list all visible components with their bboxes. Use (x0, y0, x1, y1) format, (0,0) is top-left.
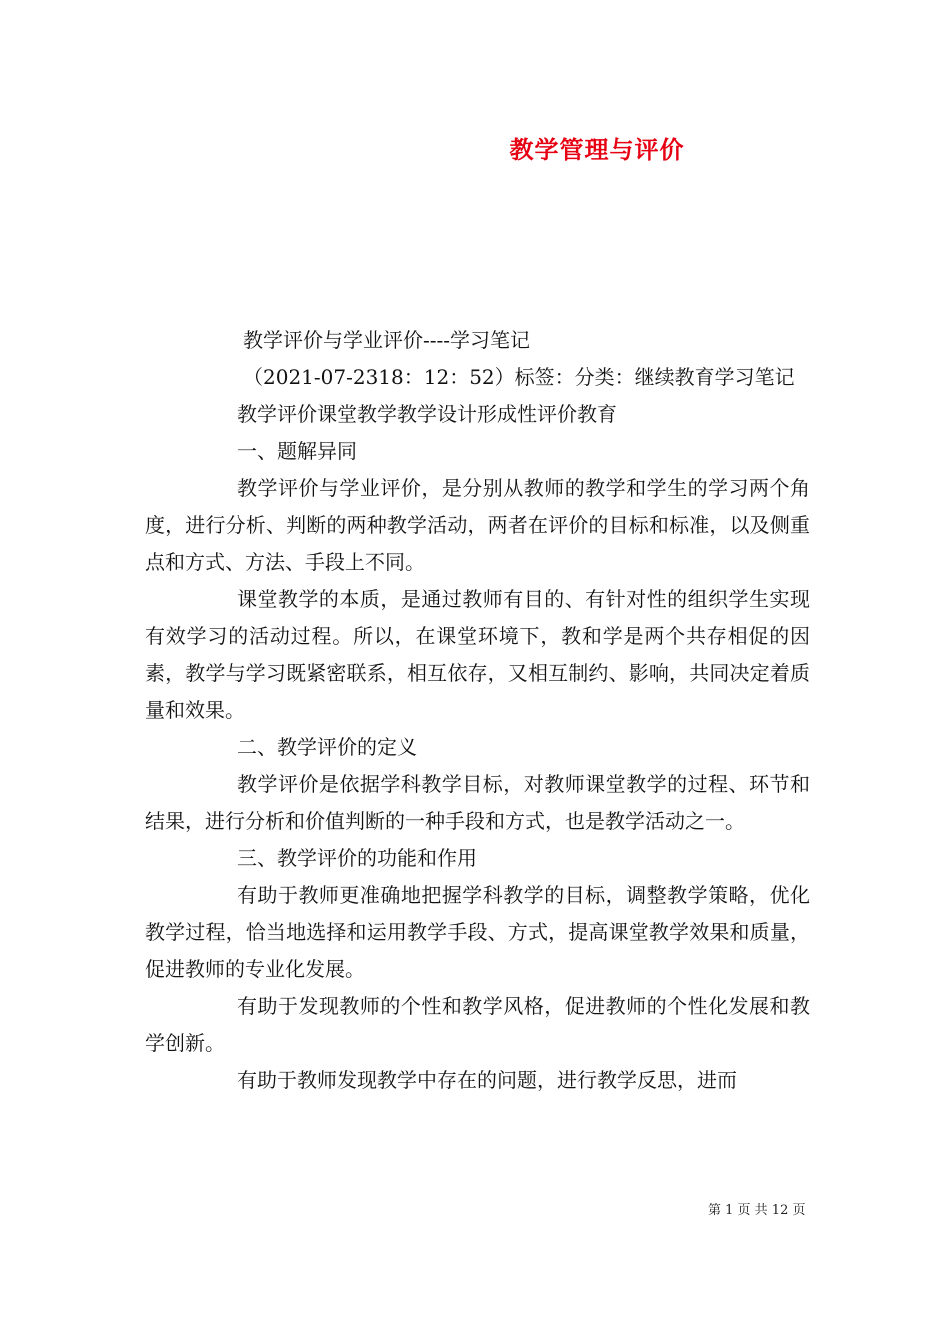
document-body (145, 322, 810, 1099)
paragraph: 有助于教师更准确地把握学科教学的目标，调整教学策略，优化教学过程，恰当地选择和运用教学手段、方式，提高课堂教学效果和质量，促进教师的专业化发展。 (145, 883, 810, 981)
paragraph-tags: 教学评价课堂教学教学设计形成性评价教育 (237, 402, 617, 426)
paragraph: 有助于发现教师的个性和教学风格，促进教师的个性化发展和教学创新。 (145, 994, 810, 1055)
section-heading-1: 一、题解异同 (237, 439, 357, 463)
section-heading-3: 三、教学评价的功能和作用 (237, 846, 477, 870)
document-title: 教学管理与评价 (509, 135, 685, 164)
section-heading-2: 二、教学评价的定义 (237, 735, 417, 759)
paragraph-heading-note: 教学评价与学业评价----学习笔记 (243, 328, 531, 352)
paragraph: 课堂教学的本质，是通过教师有目的、有针对性的组织学生实现有效学习的活动过程。所以，在课堂环境下，教和学是两个共存相促的因素，教学与学习既紧密联系，相互依存，又相互制约、影响，共同决定着质量和效果。 (145, 587, 810, 722)
page-number-footer: 第 1 页 共 12 页 (708, 1203, 806, 1218)
paragraph: 有助于教师发现教学中存在的问题，进行教学反思，进而 (237, 1068, 737, 1092)
paragraph: 教学评价与学业评价，是分别从教师的教学和学生的学习两个角度，进行分析、判断的两种教学活动，两者在评价的目标和标准，以及侧重点和方式、方法、手段上不同。 (145, 476, 810, 574)
paragraph-meta: （2021-07-2318：12：52）标签：分类：继续教育学习笔记 (243, 365, 795, 389)
paragraph: 教学评价是依据学科教学目标，对教师课堂教学的过程、环节和结果，进行分析和价值判断的一种手段和方式，也是教学活动之一。 (145, 772, 810, 833)
